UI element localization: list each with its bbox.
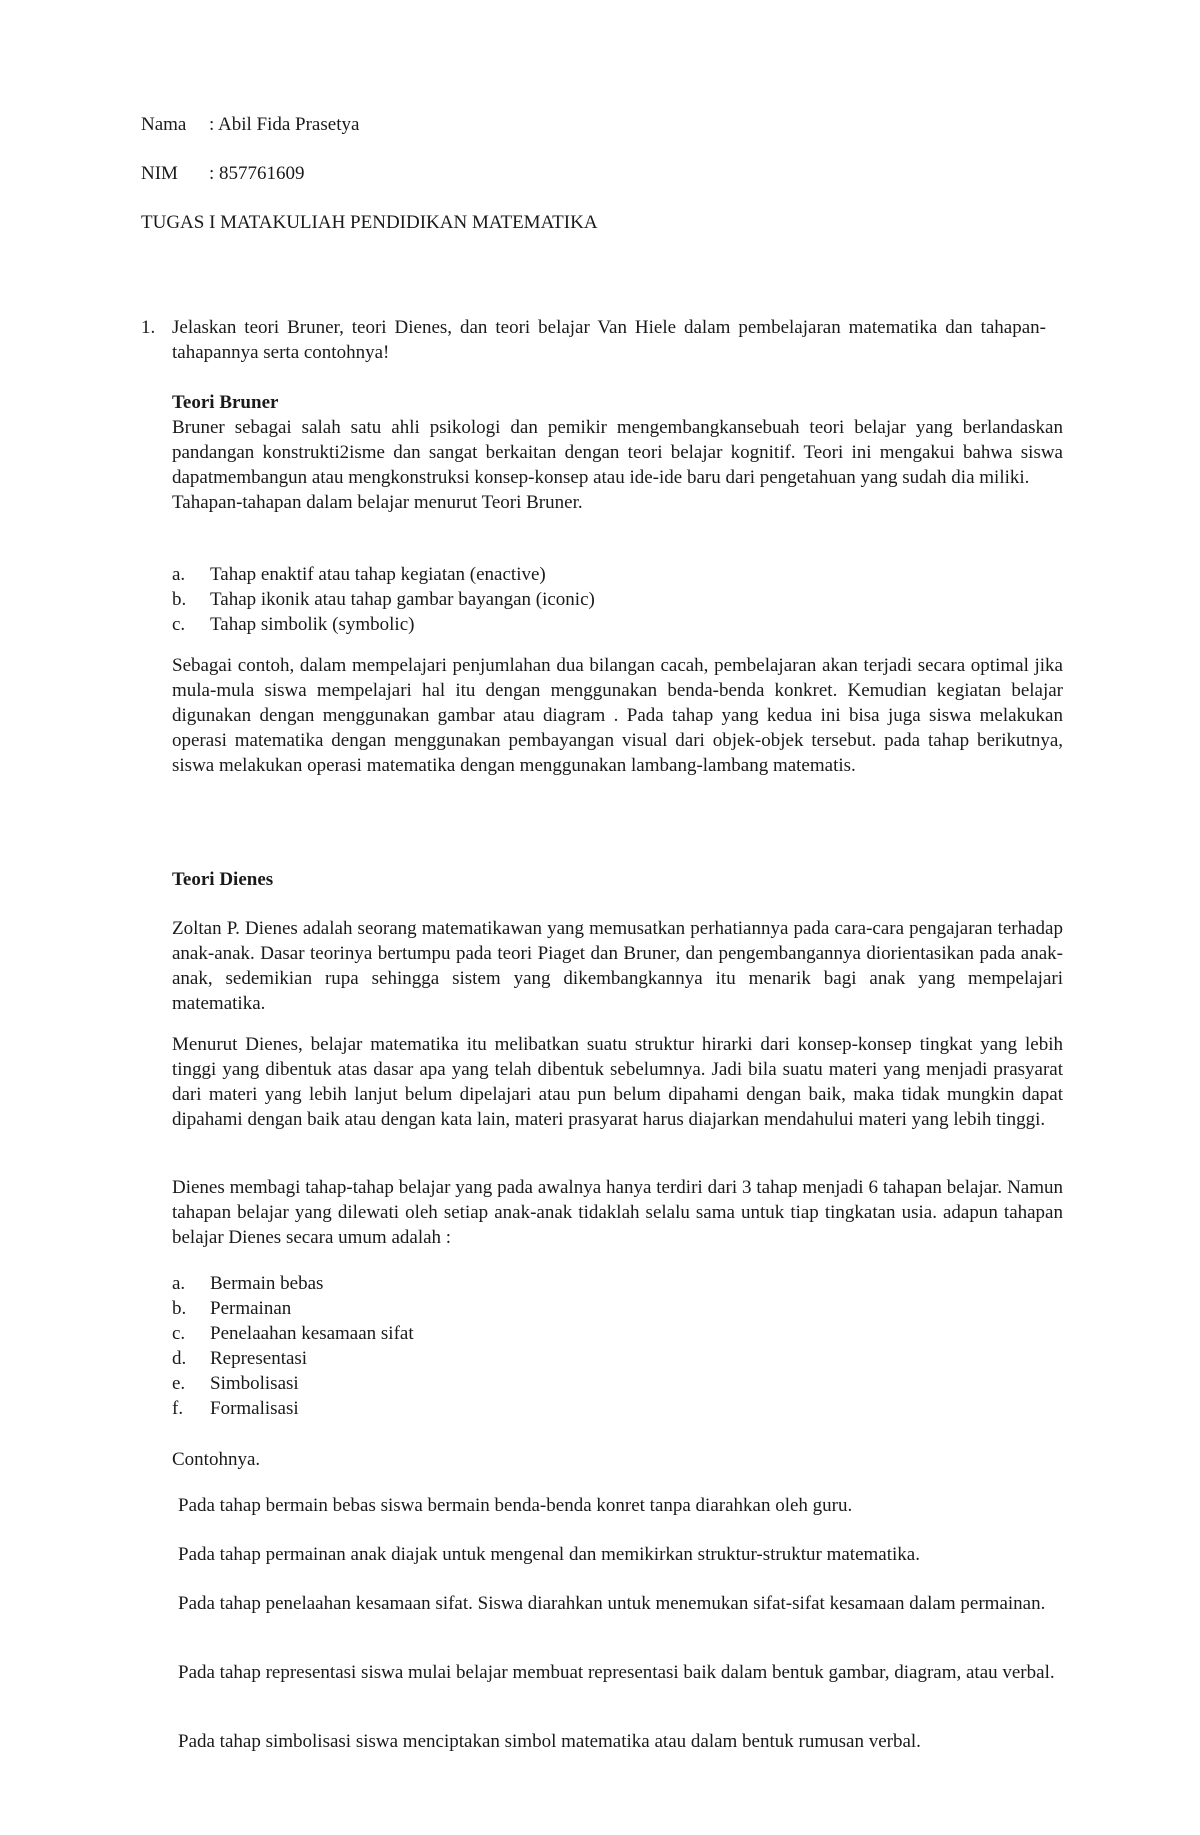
- dienes-para-1: Zoltan P. Dienes adalah seorang matematikawan yang memusatkan perhatiannya pada cara-cara pengajaran terhadap anak-anak. Dasar teorinya bertumpu pada teori Piaget dan Bruner, dan pengembangannya diorientasikan pada anak-anak, sedemikian rupa sehingga sistem yang dikembangkannya itu menarik bagi anak yang mempelajari matematika.: [172, 918, 1063, 1014]
- dienes-heading: Teori Dienes: [172, 869, 274, 890]
- dienes-stage-list: [172, 1271, 414, 1421]
- example-paragraph: Pada tahap bermain bebas siswa bermain benda-benda konret tanpa diarahkan oleh guru.: [178, 1495, 853, 1516]
- bruner-heading: Teori Bruner: [172, 392, 279, 413]
- question-number: 1.: [141, 317, 156, 338]
- list-item: e. Simbolisasi: [172, 1373, 299, 1394]
- list-item: a. Tahap enaktif atau tahap kegiatan (enactive): [172, 564, 546, 585]
- name-value: : Abil Fida Prasetya: [209, 114, 360, 135]
- nim-line: [141, 161, 305, 186]
- examples-label: Contohnya.: [172, 1449, 261, 1470]
- name-line: [141, 112, 359, 137]
- example-paragraph: Pada tahap permainan anak diajak untuk mengenal dan memikirkan struktur-struktur matematika.: [178, 1544, 920, 1565]
- example-paragraph: Pada tahap simbolisasi siswa menciptakan simbol matematika atau dalam bentuk rumusan verbal.: [178, 1731, 921, 1752]
- list-item: c. Penelaahan kesamaan sifat: [172, 1323, 414, 1344]
- example-paragraph: Pada tahap penelaahan kesamaan sifat. Siswa diarahkan untuk menemukan sifat-sifat kesamaan dalam permainan.: [178, 1593, 1046, 1614]
- nim-label: NIM: [141, 163, 178, 184]
- assignment-title: TUGAS I MATAKULIAH PENDIDIKAN MATEMATIKA: [141, 212, 598, 233]
- name-label: Nama: [141, 114, 187, 135]
- list-item: f. Formalisasi: [172, 1398, 299, 1419]
- list-item: b. Permainan: [172, 1298, 292, 1319]
- list-item: c. Tahap simbolik (symbolic): [172, 614, 415, 635]
- bruner-section: [172, 390, 1063, 515]
- nim-value: : 857761609: [209, 163, 305, 184]
- question-text: Jelaskan teori Bruner, teori Dienes, dan teori belajar Van Hiele dalam pembelajaran matematika dan tahapan-tahapannya serta contohnya!: [172, 317, 1046, 363]
- bruner-intro: Bruner sebagai salah satu ahli psikologi dan pemikir mengembangkansebuah teori belajar yang berlandaskan pandangan konstrukti2isme dan sangat berkaitan dengan teori belajar kognitif. Teori ini mengakui bahwa siswa dapatmembangun atau mengkonstruksi konsep-konsep atau ide-ide baru dari pengetahuan yang sudah dia miliki.: [172, 417, 1063, 488]
- bruner-stages-intro: Tahapan-tahapan dalam belajar menurut Teori Bruner.: [172, 492, 583, 513]
- bruner-stage-list: [172, 562, 595, 637]
- example-paragraph: Pada tahap representasi siswa mulai belajar membuat representasi baik dalam bentuk gambar, diagram, atau verbal.: [178, 1662, 1055, 1683]
- list-item: b. Tahap ikonik atau tahap gambar bayangan (iconic): [172, 589, 595, 610]
- list-item: d. Representasi: [172, 1348, 308, 1369]
- dienes-para-3: Dienes membagi tahap-tahap belajar yang pada awalnya hanya terdiri dari 3 tahap menjadi 6 tahapan belajar. Namun tahapan belajar yang dilewati oleh setiap anak-anak tidaklah selalu sama untuk tiap tingkatan usia. adapun tahapan belajar Dienes secara umum adalah :: [172, 1177, 1063, 1248]
- list-item: a. Bermain bebas: [172, 1273, 324, 1294]
- dienes-para-2: Menurut Dienes, belajar matematika itu melibatkan suatu struktur hirarki dari konsep-konsep tingkat yang lebih tinggi yang dibentuk atas dasar apa yang telah dibentuk sebelumnya. Jadi bila suatu materi yang menjadi prasyarat dari materi yang lebih lanjut belum dipelajari atau pun belum dipahami dengan baik, maka tidak mungkin dapat dipahami dengan baik atau dengan kata lain, materi prasyarat harus diajarkan mendahului materi yang lebih tinggi.: [172, 1034, 1063, 1130]
- bruner-example: Sebagai contoh, dalam mempelajari penjumlahan dua bilangan cacah, pembelajaran akan terjadi secara optimal jika mula-mula siswa mempelajari hal itu dengan menggunakan benda-benda konkret. Kemudian kegiatan belajar digunakan dengan menggunakan gambar atau diagram . Pada tahap yang kedua ini bisa juga siswa melakukan operasi matematika dengan menggunakan pembayangan visual dari objek-objek tersebut. pada tahap berikutnya, siswa melakukan operasi matematika dengan menggunakan lambang-lambang matematis.: [172, 655, 1063, 776]
- question: [141, 315, 1046, 365]
